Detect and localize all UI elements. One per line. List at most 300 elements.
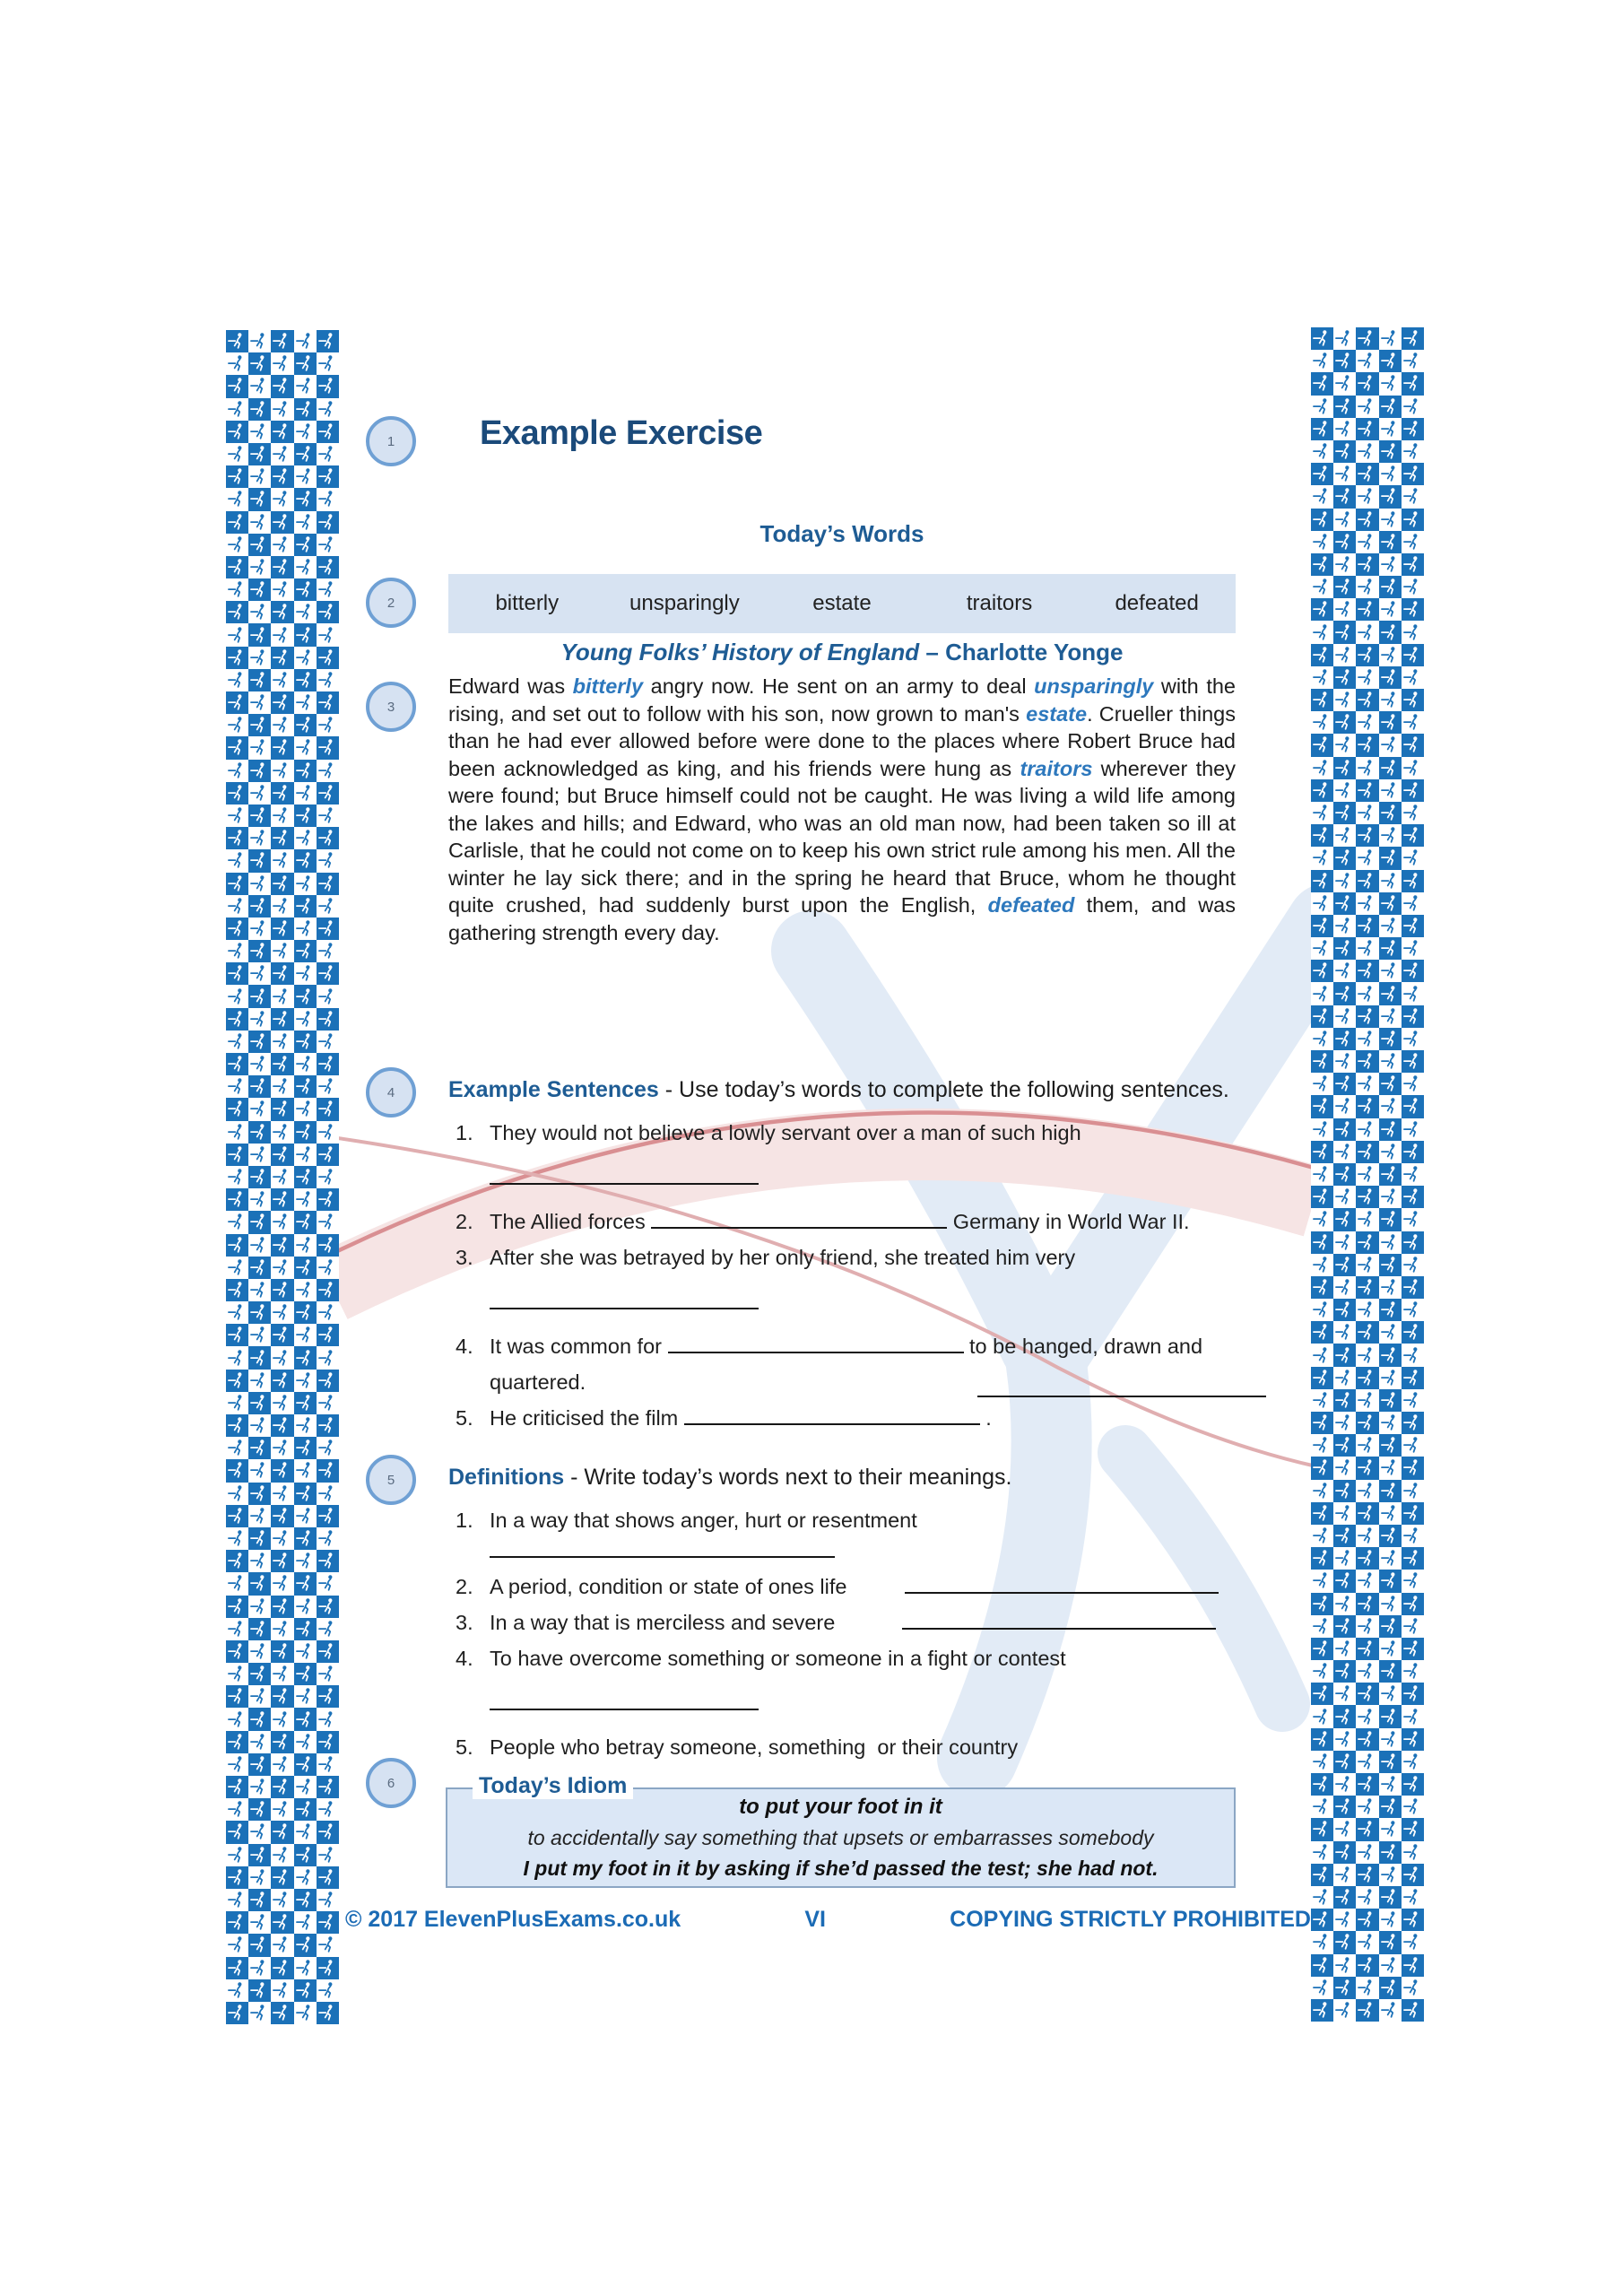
answer-line [490, 1289, 759, 1309]
logo-tile [1379, 531, 1402, 553]
runner-logo-icon [317, 1370, 338, 1391]
runner-logo-icon [1312, 2000, 1332, 2021]
runner-logo-icon [1312, 1548, 1332, 1569]
logo-tile [1356, 621, 1378, 643]
logo-tile [1379, 1005, 1402, 1028]
logo-tile [271, 1053, 293, 1075]
logo-tile [1402, 1028, 1424, 1050]
runner-logo-icon [1357, 1322, 1377, 1343]
runner-logo-icon [1402, 1300, 1423, 1320]
runner-logo-icon [1380, 1209, 1401, 1230]
runner-logo-icon [1357, 1255, 1377, 1275]
logo-tile [1333, 598, 1356, 621]
logo-tile [1333, 1570, 1356, 1592]
logo-tile [271, 2002, 293, 2024]
runner-logo-icon [1312, 825, 1332, 846]
runner-logo-icon [1380, 1955, 1401, 1976]
logo-tile [248, 918, 271, 940]
logo-tile [1379, 485, 1402, 508]
logo-tile [1333, 734, 1356, 756]
logo-tile [294, 985, 317, 1007]
logo-tile [248, 1866, 271, 1889]
logo-tile [317, 1596, 339, 1618]
todays-word: traitors [966, 591, 1033, 615]
runner-logo-icon [272, 1054, 292, 1074]
runner-logo-icon [1357, 1435, 1377, 1456]
runner-logo-icon [227, 1573, 247, 1594]
logo-tile [1379, 1073, 1402, 1095]
footer-page-number: VI [804, 1907, 826, 1932]
logo-tile [226, 1731, 248, 1753]
logo-tile [294, 1618, 317, 1640]
runner-logo-icon [249, 941, 270, 961]
runner-logo-icon [1357, 1503, 1377, 1524]
list-number: 2. [456, 1210, 473, 1233]
logo-tile [271, 1301, 293, 1324]
logo-tile [1356, 1457, 1378, 1479]
logo-tile [226, 1844, 248, 1866]
logo-tile [1356, 937, 1378, 960]
runner-logo-icon [272, 850, 292, 871]
runner-logo-icon [249, 715, 270, 735]
todays-words-bar [448, 574, 1236, 633]
runner-logo-icon [295, 1596, 316, 1617]
logo-tile [1356, 1005, 1378, 1028]
logo-tile [271, 1596, 293, 1618]
logo-tile [1402, 1005, 1424, 1028]
runner-logo-icon [1357, 2000, 1377, 2021]
runner-logo-icon [1380, 1594, 1401, 1614]
runner-logo-icon [227, 1890, 247, 1910]
logo-tile [1311, 711, 1333, 734]
logo-tile [226, 1550, 248, 1572]
logo-tile [1356, 1886, 1378, 1909]
runner-logo-icon [272, 1031, 292, 1052]
runner-logo-icon [1334, 712, 1355, 733]
list-number: 4. [456, 1647, 473, 1670]
logo-tile [248, 782, 271, 804]
logo-tile [1356, 1773, 1378, 1796]
logo-tile [1333, 1547, 1356, 1570]
logo-tile [226, 1911, 248, 1934]
runner-logo-icon [227, 783, 247, 804]
logo-tile [317, 1346, 339, 1369]
runner-logo-icon [1380, 848, 1401, 868]
logo-tile [1333, 350, 1356, 372]
todays-idiom-label: Today’s Idiom [473, 1773, 633, 1799]
logo-tile [271, 330, 293, 352]
logo-tile [1402, 1638, 1424, 1660]
runner-logo-icon [227, 1009, 247, 1030]
runner-logo-icon [1380, 1570, 1401, 1591]
runner-logo-icon [1312, 1051, 1332, 1072]
logo-tile [248, 985, 271, 1007]
logo-tile [226, 1234, 248, 1257]
marker-number: 1 [386, 433, 395, 449]
answer-line [668, 1333, 964, 1353]
runner-logo-icon [1380, 1978, 1401, 1998]
runner-logo-icon [317, 1732, 338, 1752]
runner-logo-icon [1334, 441, 1355, 462]
logo-tile [1311, 1231, 1333, 1254]
runner-logo-icon [1334, 2000, 1355, 2021]
runner-logo-icon [1312, 1390, 1332, 1411]
logo-tile [248, 623, 271, 646]
runner-logo-icon [249, 1415, 270, 1436]
runner-logo-icon [227, 489, 247, 509]
logo-tile [1333, 1999, 1356, 2022]
logo-tile [271, 691, 293, 714]
runner-logo-icon [272, 1460, 292, 1481]
runner-logo-icon [317, 1031, 338, 1052]
runner-logo-icon [295, 1845, 316, 1866]
runner-logo-icon [1357, 735, 1377, 755]
logo-tile [1311, 1705, 1333, 1727]
logo-tile [1402, 1050, 1424, 1073]
logo-tile [1356, 1208, 1378, 1231]
runner-logo-icon [1402, 1413, 1423, 1433]
logo-tile [1311, 1593, 1333, 1615]
logo-tile [1333, 870, 1356, 892]
runner-logo-icon [1357, 758, 1377, 778]
logo-tile [1379, 1231, 1402, 1254]
runner-logo-icon [227, 1958, 247, 1979]
logo-tile [294, 1572, 317, 1595]
runner-logo-icon [1312, 1096, 1332, 1117]
logo-tile [1333, 1593, 1356, 1615]
exercise-line [448, 1331, 1236, 1361]
runner-logo-icon [295, 625, 316, 646]
logo-tile [1402, 1728, 1424, 1751]
exercise-line [448, 1688, 1236, 1718]
logo-tile [1402, 1502, 1424, 1525]
logo-tile [271, 1934, 293, 1956]
runner-logo-icon [249, 1912, 270, 1933]
logo-tile [294, 1414, 317, 1437]
logo-tile [271, 1324, 293, 1346]
runner-logo-icon [317, 1912, 338, 1933]
logo-tile [1333, 1841, 1356, 1864]
logo-tile [294, 601, 317, 623]
logo-tile [294, 1596, 317, 1618]
runner-logo-icon [249, 850, 270, 871]
logo-tile [226, 1596, 248, 1618]
logo-tile [317, 1279, 339, 1301]
runner-logo-icon [317, 828, 338, 848]
logo-tile [294, 691, 317, 714]
runner-logo-icon [1402, 554, 1423, 575]
logo-tile [317, 623, 339, 646]
runner-logo-icon [1312, 1707, 1332, 1727]
runner-logo-icon [1334, 938, 1355, 959]
answer-line [490, 1164, 759, 1185]
runner-logo-icon [317, 670, 338, 691]
logo-tile [271, 1166, 293, 1188]
list-number: 3. [456, 1611, 473, 1634]
runner-logo-icon [1334, 1051, 1355, 1072]
runner-logo-icon [249, 1551, 270, 1571]
logo-tile [294, 1346, 317, 1369]
logo-tile [226, 1776, 248, 1798]
runner-logo-icon [227, 737, 247, 758]
logo-tile [294, 1866, 317, 1889]
logo-tile [1402, 1186, 1424, 1208]
runner-logo-icon [1334, 825, 1355, 846]
logo-tile [271, 511, 293, 534]
logo-tile [1402, 937, 1424, 960]
runner-logo-icon [1402, 1051, 1423, 1072]
runner-logo-icon [1334, 1277, 1355, 1298]
logo-tile [271, 1844, 293, 1866]
runner-logo-icon [1312, 396, 1332, 417]
logo-tile [294, 1663, 317, 1685]
runner-logo-icon [1380, 532, 1401, 552]
logo-tile [1311, 847, 1333, 869]
runner-logo-icon [249, 1958, 270, 1979]
runner-logo-icon [1357, 1457, 1377, 1478]
runner-logo-icon [1380, 1051, 1401, 1072]
runner-logo-icon [317, 850, 338, 871]
logo-tile [1379, 1502, 1402, 1525]
logo-tile [1402, 824, 1424, 847]
logo-tile [1402, 1389, 1424, 1412]
logo-tile [1379, 734, 1402, 756]
runner-logo-icon [1402, 1345, 1423, 1366]
runner-logo-icon [1380, 1413, 1401, 1433]
passage-segment: . Crueller things than he had ever allowed before were done to the places where Robert Bruce had been acknowledged as king, and his friends were hung as [448, 701, 1236, 780]
logo-tile [1356, 1073, 1378, 1095]
runner-logo-icon [1380, 1029, 1401, 1049]
logo-tile [317, 962, 339, 985]
runner-logo-icon [1334, 758, 1355, 778]
logo-tile [248, 511, 271, 534]
runner-logo-icon [317, 625, 338, 646]
exercise-line [448, 1643, 1236, 1674]
example-sentences-heading: Example Sentences [448, 1077, 659, 1102]
runner-logo-icon [317, 1935, 338, 1955]
list-number [448, 1367, 490, 1397]
runner-logo-icon [272, 1551, 292, 1571]
logo-tile [1311, 1005, 1333, 1028]
logo-tile [1379, 1570, 1402, 1592]
runner-logo-icon [1312, 1752, 1332, 1772]
logo-tile [317, 849, 339, 872]
line-text [490, 1162, 1236, 1193]
logo-tile [1356, 1841, 1378, 1864]
runner-logo-icon [317, 444, 338, 465]
runner-logo-icon [1334, 1503, 1355, 1524]
logo-tile [317, 1301, 339, 1324]
footer-copying-notice: COPYING STRICTLY PROHIBITED [950, 1907, 1311, 1932]
logo-tile [226, 714, 248, 736]
logo-tile [1333, 802, 1356, 824]
runner-logo-icon [249, 1189, 270, 1210]
logo-tile [294, 1934, 317, 1956]
logo-tile [317, 1911, 339, 1934]
runner-logo-icon [227, 331, 247, 352]
runner-logo-icon [1402, 1842, 1423, 1863]
runner-logo-icon [1334, 1413, 1355, 1433]
logo-tile [1311, 1931, 1333, 1953]
runner-logo-icon [227, 444, 247, 465]
logo-tile [294, 782, 317, 804]
runner-logo-icon [1334, 1639, 1355, 1659]
logo-tile [1379, 1163, 1402, 1186]
runner-logo-icon [1402, 1187, 1423, 1207]
logo-tile [271, 1753, 293, 1776]
runner-logo-icon [1334, 1006, 1355, 1027]
logo-tile [294, 1075, 317, 1098]
footer-copyright: © 2017 ElevenPlusExams.co.uk [345, 1907, 681, 1932]
runner-logo-icon [249, 557, 270, 578]
logo-tile [1402, 598, 1424, 621]
logo-tile [271, 1098, 293, 1120]
runner-logo-icon [272, 2003, 292, 2023]
section-marker-4 [366, 1067, 416, 1118]
logo-tile [1379, 1864, 1402, 1886]
runner-logo-icon [1334, 1570, 1355, 1591]
logo-tile [1333, 396, 1356, 418]
logo-tile [294, 623, 317, 646]
runner-logo-icon [1334, 1594, 1355, 1614]
logo-tile [1379, 960, 1402, 982]
runner-logo-icon [1402, 690, 1423, 710]
logo-tile [226, 873, 248, 895]
runner-logo-icon [272, 874, 292, 894]
logo-tile [294, 2002, 317, 2024]
runner-logo-icon [295, 1551, 316, 1571]
runner-logo-icon [1312, 667, 1332, 688]
logo-tile [317, 1640, 339, 1663]
runner-logo-icon [249, 1393, 270, 1413]
logo-tile [248, 601, 271, 623]
runner-logo-icon [295, 579, 316, 600]
runner-logo-icon [1334, 351, 1355, 371]
logo-tile [294, 398, 317, 421]
logo-tile [1311, 463, 1333, 485]
runner-logo-icon [1402, 1368, 1423, 1388]
logo-tile [1333, 531, 1356, 553]
runner-logo-icon [1357, 1978, 1377, 1998]
runner-logo-icon [1402, 577, 1423, 597]
runner-logo-icon [1380, 1368, 1401, 1388]
runner-logo-icon [227, 1483, 247, 1504]
logo-tile [248, 1934, 271, 1956]
logo-tile [226, 1121, 248, 1144]
logo-tile [294, 556, 317, 578]
runner-logo-icon [1402, 328, 1423, 349]
runner-logo-icon [227, 828, 247, 848]
runner-logo-icon [1334, 1616, 1355, 1637]
runner-logo-icon [272, 1393, 292, 1413]
idiom-meaning: to accidentally say something that upsets or embarrasses somebody [527, 1826, 1154, 1849]
logo-tile [317, 1798, 339, 1821]
runner-logo-icon [295, 1212, 316, 1232]
logo-tile [271, 873, 293, 895]
logo-tile [226, 1640, 248, 1663]
runner-logo-icon [1380, 1345, 1401, 1366]
logo-tile [317, 375, 339, 397]
runner-logo-icon [317, 1754, 338, 1775]
runner-logo-icon [317, 466, 338, 487]
highlighted-word: estate [1026, 701, 1088, 726]
section-marker-6 [366, 1758, 416, 1808]
runner-logo-icon [1402, 1616, 1423, 1637]
runner-logo-icon [1312, 1661, 1332, 1682]
runner-logo-icon [295, 1528, 316, 1549]
logo-tile [1333, 666, 1356, 689]
runner-logo-icon [1402, 1865, 1423, 1885]
logo-tile [271, 1776, 293, 1798]
runner-logo-icon [1380, 1255, 1401, 1275]
runner-logo-icon [1334, 396, 1355, 417]
runner-logo-icon [227, 1754, 247, 1775]
runner-logo-icon [1312, 1865, 1332, 1885]
logo-tile [1356, 1615, 1378, 1638]
runner-logo-icon [1380, 1457, 1401, 1478]
highlighted-word: unsparingly [1034, 674, 1154, 698]
logo-tile [294, 1053, 317, 1075]
runner-logo-icon [317, 1325, 338, 1345]
runner-logo-icon [1357, 916, 1377, 936]
logo-tile [1402, 1321, 1424, 1344]
runner-logo-icon [1357, 1345, 1377, 1366]
logo-tile [1333, 1909, 1356, 1931]
logo-tile [1356, 1028, 1378, 1050]
runner-logo-icon [1312, 938, 1332, 959]
logo-tile [226, 488, 248, 510]
runner-logo-icon [1357, 1683, 1377, 1704]
runner-logo-icon [249, 1144, 270, 1165]
passage-segment: angry now. He sent on an army to deal [643, 674, 1035, 698]
logo-tile [226, 1346, 248, 1369]
logo-tile [294, 578, 317, 601]
logo-tile [1402, 1118, 1424, 1141]
runner-logo-icon [249, 737, 270, 758]
runner-logo-icon [295, 2003, 316, 2023]
runner-logo-icon [1380, 622, 1401, 643]
runner-logo-icon [1380, 984, 1401, 1004]
runner-logo-icon [272, 805, 292, 826]
logo-tile [248, 1844, 271, 1866]
runner-logo-icon [295, 1009, 316, 1030]
logo-tile [1311, 1864, 1333, 1886]
logo-tile [317, 1527, 339, 1550]
runner-logo-icon [1357, 1865, 1377, 1885]
logo-tile [1356, 1525, 1378, 1547]
logo-tile [1356, 396, 1378, 418]
runner-logo-icon [272, 625, 292, 646]
logo-tile [294, 511, 317, 534]
logo-tile [226, 647, 248, 669]
runner-logo-icon [295, 1483, 316, 1504]
runner-logo-icon [1357, 622, 1377, 643]
logo-tile [1356, 531, 1378, 553]
runner-logo-icon [1402, 1819, 1423, 1839]
runner-logo-icon [1312, 509, 1332, 530]
logo-tile [294, 1370, 317, 1392]
runner-logo-icon [227, 1415, 247, 1436]
logo-tile [1356, 553, 1378, 576]
logo-tile [1356, 418, 1378, 440]
runner-logo-icon [1380, 1526, 1401, 1546]
runner-logo-icon [227, 874, 247, 894]
logo-tile [1333, 1005, 1356, 1028]
logo-tile [248, 1596, 271, 1618]
runner-logo-icon [249, 1348, 270, 1369]
logo-tile [1356, 1231, 1378, 1254]
runner-logo-icon [272, 1754, 292, 1775]
